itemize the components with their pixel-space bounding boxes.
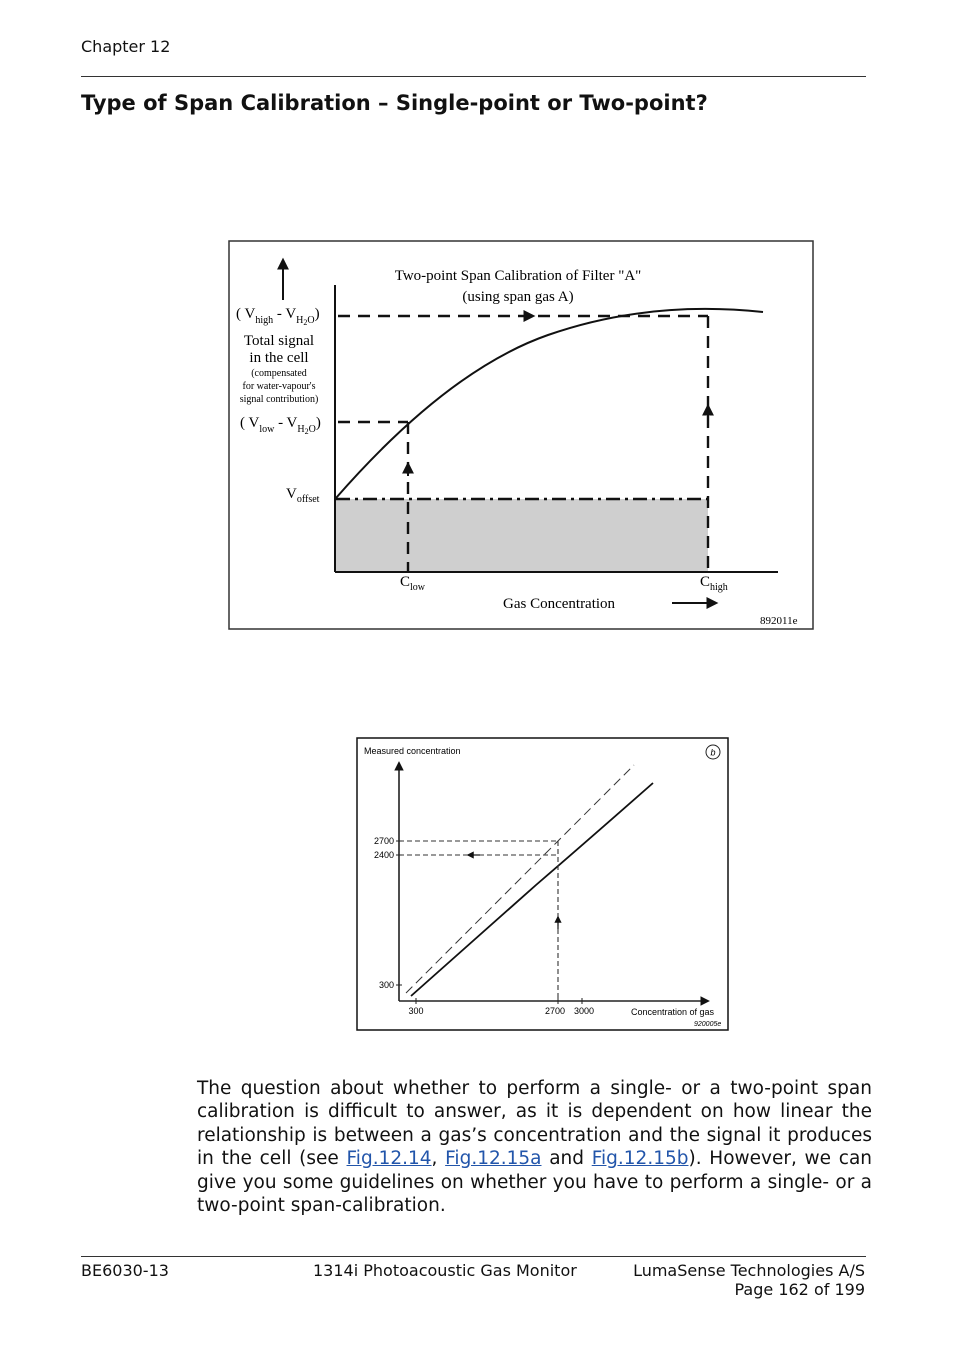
footer-rule — [81, 1256, 866, 1257]
footer-doc-id: BE6030-13 — [81, 1261, 169, 1280]
x-tick-3000: 3000 — [573, 1006, 595, 1016]
y-tick-300: 300 — [378, 980, 394, 990]
figure1-title-line1: Two-point Span Calibration of Filter "A" — [394, 268, 642, 284]
total-signal-line2: in the cell — [249, 350, 309, 366]
figure1-code: 892011e — [760, 615, 798, 627]
figure1-title-line2: (using span gas A) — [462, 289, 574, 305]
x-tick-300: 300 — [408, 1006, 424, 1016]
y-tick-2700: 2700 — [373, 836, 394, 846]
gas-concentration-label: Gas Concentration — [503, 596, 616, 612]
voffset-label: $V_{offset}$ — [286, 486, 320, 505]
header-rule — [81, 76, 866, 77]
y-tick-2400: 2400 — [373, 850, 394, 860]
y-axis-label: Measured concentration — [364, 746, 461, 756]
x-tick-2700: 2700 — [544, 1006, 566, 1016]
footer-product: 1314i Photoacoustic Gas Monitor — [313, 1261, 577, 1280]
footer-company: LumaSense Technologies A/S — [633, 1261, 865, 1280]
clow-label: $C_{low}$ — [400, 574, 426, 593]
body-paragraph — [197, 1077, 872, 1217]
vlow-label: ( $V_{low} - V_H2O$) — [240, 415, 321, 436]
link-fig-12-15a[interactable]: Fig.12.15a — [445, 1148, 542, 1170]
total-signal-line1: Total signal — [243, 333, 315, 349]
figure-two-point-span-calibration — [228, 240, 814, 630]
link-fig-12-14[interactable]: Fig.12.14 — [346, 1148, 432, 1170]
link-fig-12-15b[interactable]: Fig.12.15b — [591, 1148, 689, 1170]
vhigh-label: ( $V_{high} - V_H2O$) — [236, 306, 320, 327]
footer-page-number: Page 162 of 199 — [734, 1280, 865, 1299]
figure2-badge: b — [710, 747, 716, 758]
offset-region — [336, 499, 708, 571]
compensated-line2: for water-vapour's — [242, 381, 316, 392]
x-axis-label: Concentration of gas — [631, 1007, 715, 1017]
paragraph-sep-2: and — [541, 1148, 592, 1170]
chigh-label: $C_{high}$ — [700, 574, 728, 593]
figure2-code: 920005e — [694, 1021, 722, 1028]
figure2-border — [357, 738, 728, 1030]
figure-measured-vs-concentration — [356, 737, 729, 1031]
paragraph-text-2: ). However, we can give you some guidelines on whether you have to perform a single- or a two-point span-calibration. — [197, 1148, 873, 1217]
paragraph-text-1: The question about whether to perform a single- or a two-point span calibration is difficult to answer, as it is dependent on how linear the relationship is between a gas’s concentration and the signal it produces in the cell (see — [197, 1078, 872, 1170]
chapter-header: Chapter 12 — [81, 37, 171, 56]
section-title: Type of Span Calibration – Single-point or Two-point? — [81, 91, 708, 115]
compensated-line1: (compensated — [251, 368, 307, 379]
compensated-line3: signal contribution) — [239, 394, 319, 405]
paragraph-sep-1: , — [431, 1148, 446, 1170]
